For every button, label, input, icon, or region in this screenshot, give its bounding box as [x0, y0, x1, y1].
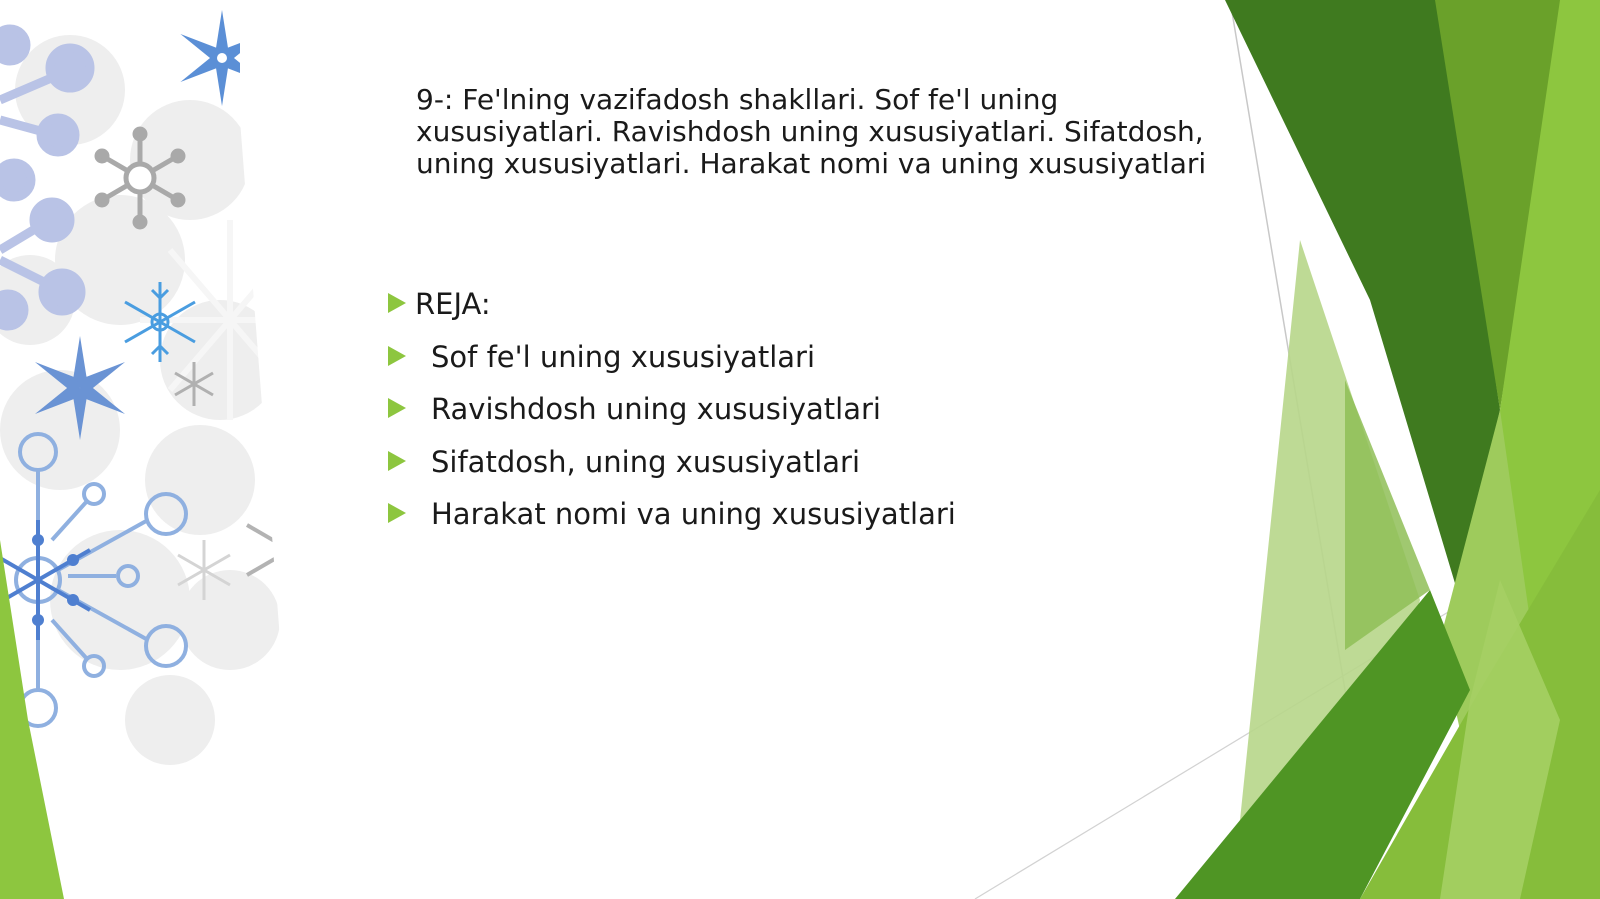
bullet-heading: REJA:	[415, 287, 491, 321]
list-item	[388, 339, 1208, 392]
triangle-bullet-icon	[388, 346, 406, 366]
triangle-bullet-icon	[388, 398, 406, 418]
snowflakes-image	[0, 0, 320, 899]
triangle-bullet-icon	[388, 451, 406, 471]
list-item	[388, 444, 1208, 497]
triangle-bullet-icon	[388, 503, 406, 523]
bullet-text: Sifatdosh, uning xususiyatlari	[431, 444, 861, 479]
slide-title: 9-: Fe'lning vazifadosh shakllari. Sof fe'l uning xususiyatlari. Ravishdosh uning xususiyatlari. Sifatdosh, uning xususiyatlari. Harakat nomi va uning xususiyatlari	[416, 83, 1207, 180]
bullet-text: Harakat nomi va uning xususiyatlari	[431, 497, 956, 531]
bullet-text: Sof fe'l uning xususiyatlari	[431, 339, 816, 374]
list-item	[388, 286, 1208, 339]
triangle-bullet-icon	[388, 293, 406, 313]
list-item	[388, 496, 1208, 549]
bullet-list	[388, 286, 1208, 549]
list-item	[388, 391, 1208, 444]
bullet-text: Ravishdosh uning xususiyatlari	[431, 392, 881, 426]
